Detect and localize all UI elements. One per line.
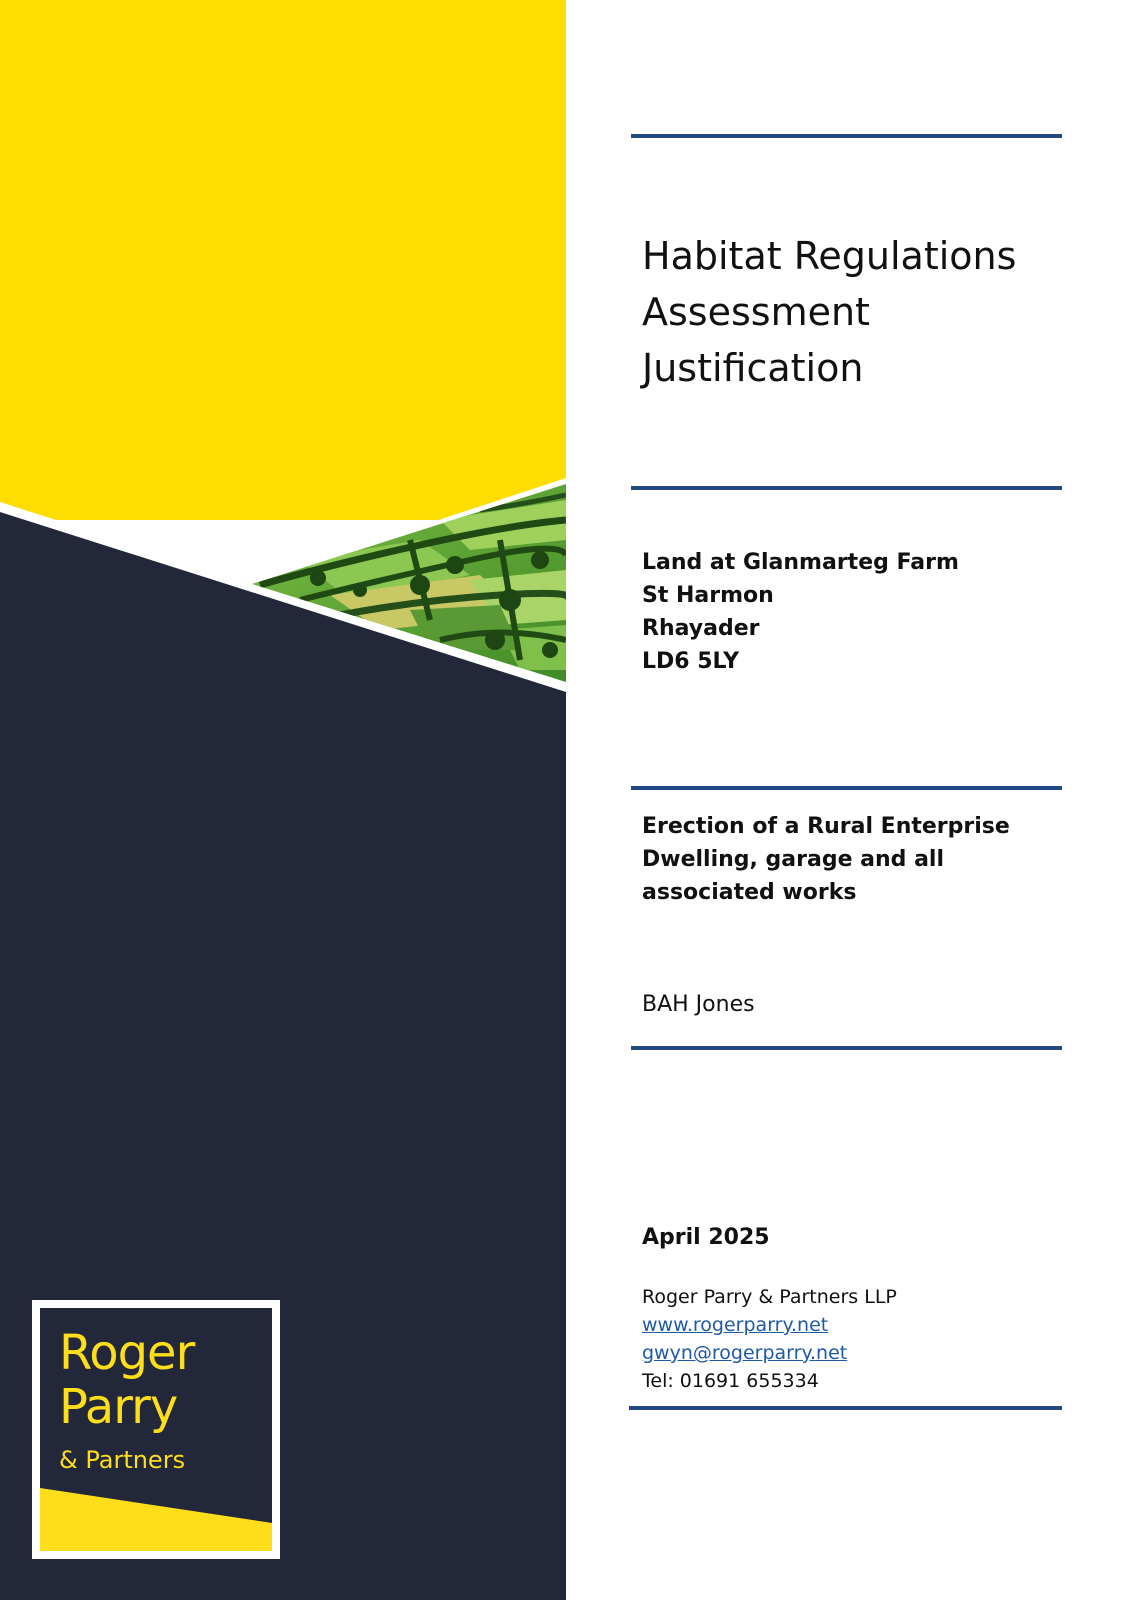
title-line: Assessment [642,290,870,334]
email-link[interactable]: gwyn@rogerparry.net [642,1342,848,1364]
company-name: Roger Parry & Partners LLP [642,1286,897,1308]
proposal-description [642,810,1010,909]
divider-rule [631,134,1062,138]
address-line: Land at Glanmarteg Farm [642,550,959,575]
address-line: St Harmon [642,583,774,608]
address-line: LD6 5LY [642,649,740,674]
description-line: Dwelling, garage and all [642,847,945,872]
logo-word-roger: Roger [59,1325,195,1381]
divider-rule [631,486,1062,490]
logo-word-parry: Parry [59,1379,178,1435]
document-title [642,228,1016,396]
divider-rule [631,1046,1062,1050]
title-line: Justification [642,346,864,390]
site-address [642,546,959,678]
logo-yellow-band [40,1488,272,1551]
address-line: Rhayader [642,616,760,641]
title-line: Habitat Regulations [642,234,1017,278]
client-name: BAH Jones [642,992,755,1017]
company-logo [32,1300,280,1559]
divider-rule [629,1406,1062,1410]
document-date: April 2025 [642,1225,770,1250]
logo-word-partners: & Partners [59,1446,186,1474]
contact-block [642,1283,897,1395]
website-link[interactable]: www.rogerparry.net [642,1314,829,1336]
yellow-block [0,0,566,520]
divider-rule [631,786,1062,790]
description-line: Erection of a Rural Enterprise [642,814,1010,839]
phone-number: Tel: 01691 655334 [642,1370,819,1392]
description-line: associated works [642,880,857,905]
